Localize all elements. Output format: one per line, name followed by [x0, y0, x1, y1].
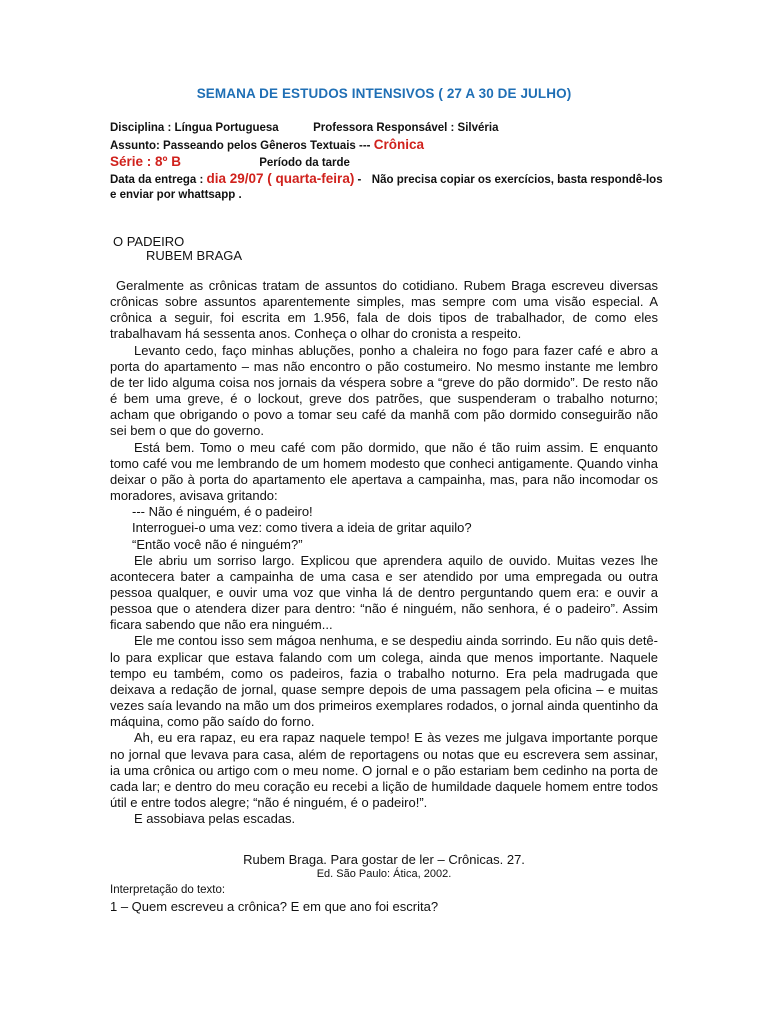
story-author: RUBEM BRAGA	[146, 248, 243, 263]
entrega-note-continued: e enviar por whattsapp .	[110, 189, 242, 201]
dialogue-line: Interroguei-o uma vez: como tivera a ideia de gritar aquilo?	[132, 520, 472, 536]
header-row-serie	[110, 154, 350, 169]
header-row-assunto	[110, 137, 424, 152]
professora-label: Professora Responsável : Silvéria	[313, 122, 499, 134]
credit-line: Rubem Braga. Para gostar de ler – Crônicas. 27.	[243, 852, 525, 867]
page-title: SEMANA DE ESTUDOS INTENSIVOS ( 27 A 30 DE JULHO)	[196, 86, 572, 101]
question-1: 1 – Quem escreveu a crônica? E em que ano foi escrita?	[110, 899, 439, 914]
story-paragraph: Ah, eu era rapaz, eu era rapaz naquele tempo! E às vezes me julgava importante porque no jornal que levava para casa, além de reportagens ou notas que eu escrevera sem assinar, ia uma crônica ou artigo com o meu nome. O jornal e o pão estariam bem cedinho na porta de cada lar; e dentro do meu coração eu recebi a lição de humildade daquele homem entre todos útil e entre todos alegre; “não é ninguém, é o padeiro!”.	[110, 730, 658, 810]
intro-paragraph: Geralmente as crônicas tratam de assuntos do cotidiano. Rubem Braga escreveu diversas crônicas sobre assuntos aparentemente simples, mas sempre com uma visão especial. A crônica a seguir, foi escrita em 1.956, fala de dois tipos de trabalhador, de como eles trabalhavam há sessenta anos. Conheça o olhar do cronista a respeito.	[110, 278, 658, 342]
entrega-separator: -	[357, 174, 362, 186]
story-title: O PADEIRO	[113, 234, 185, 249]
disciplina-label: Disciplina : Língua Portuguesa	[110, 122, 279, 134]
story-body	[110, 278, 658, 827]
story-paragraph: Levanto cedo, faço minhas abluções, ponho a chaleira no fogo para fazer café e abro a porta do apartamento – mas não encontro o pão costumeiro. No mesmo instante me lembro de ter lido alguma coisa nos jornais da véspera sobre a “greve do pão dormido”. De resto não é bem uma greve, é o lockout, greve dos patrões, que suspenderam o trabalho noturno; acham que obrigando o povo a tomar seu café da manhã com pão dormido conseguirão não sei bem o que do governo.	[110, 342, 658, 439]
periodo-label: Período da tarde	[259, 157, 350, 169]
entrega-label: Data da entrega :	[110, 174, 204, 186]
header-row-disciplina	[110, 122, 498, 134]
header-row-entrega	[110, 171, 663, 186]
assunto-label: Assunto: Passeando pelos Gêneros Textuais ---	[110, 140, 371, 152]
exercise-label: Interpretação do texto:	[110, 884, 226, 896]
dialogue-line: --- Não é ninguém, é o padeiro!	[132, 504, 313, 520]
serie-label: Série : 8º B	[110, 154, 181, 169]
dialogue-line: “Então você não é ninguém?”	[132, 536, 303, 552]
story-paragraph: Ele abriu um sorriso largo. Explicou que aprendera aquilo de ouvido. Muitas vezes lhe acontecera bater a campainha de uma casa e ser atendido por uma empregada ou outra pessoa qualquer, e ouvir uma voz que vinha lá de dentro perguntando quem era: e ouvir a pessoa que o atendera dizer para dentro: “não é ninguém, não senhora, é o padeiro”. Assim ficara sabendo que não era ninguém...	[110, 552, 658, 633]
entrega-date: dia 29/07 ( quarta-feira)	[206, 171, 355, 186]
credit-publisher: Ed. São Paulo: Ática, 2002.	[316, 868, 452, 880]
story-paragraph: Ele me contou isso sem mágoa nenhuma, e se despediu ainda sorrindo. Eu não quis detê-lo para explicar que estava falando com um colega, ainda que menos importante. Naquele tempo eu também, como os padeiros, fazia o trabalho noturno. Era pela madrugada que deixava a redação de jornal, quase sempre depois de uma passagem pela oficina – e muitas vezes saía levando na mão um dos primeiros exemplares rodados, o jornal ainda quentinho da máquina, como pão saído do forno.	[110, 633, 658, 730]
entrega-note: Não precisa copiar os exercícios, basta respondê-los	[371, 174, 663, 186]
story-paragraph: E assobiava pelas escadas.	[134, 811, 296, 827]
story-paragraph: Está bem. Tomo o meu café com pão dormido, que não é tão ruim assim. E enquanto tomo café vou me lembrando de um homem modesto que conheci antigamente. Quando vinha deixar o pão à porta do apartamento ele apertava a campainha, mas, para não incomodar os moradores, avisava gritando:	[110, 439, 658, 504]
assunto-genre: Crônica	[373, 137, 424, 152]
